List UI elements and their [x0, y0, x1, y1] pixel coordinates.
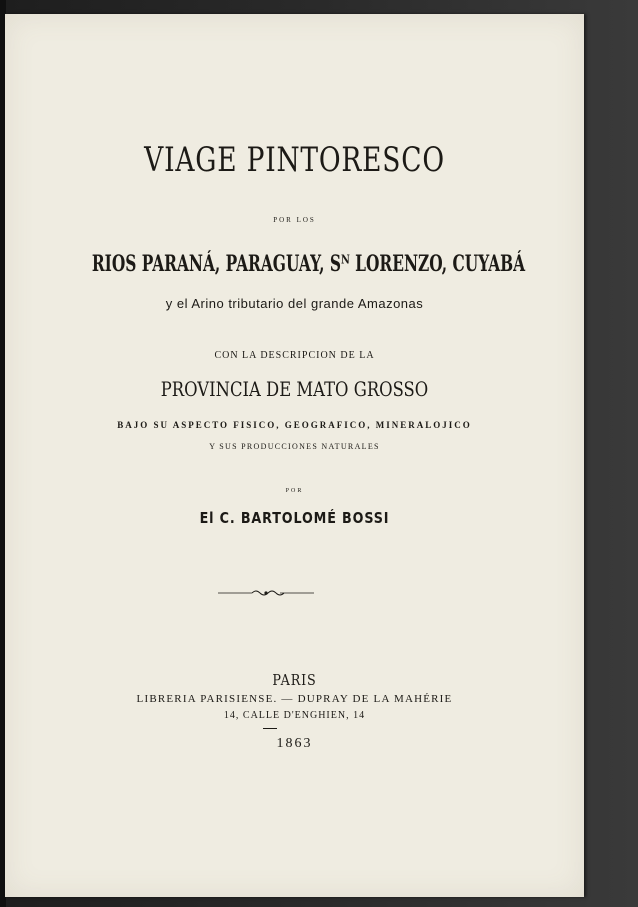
publication-city: PARIS [272, 671, 317, 689]
author-name: El C. BARTOLOMÉ BOSSI [199, 509, 390, 527]
aspect-line-1: BAJO SU ASPECTO FISICO, GEOGRAFICO, MINERALOJICO [117, 420, 472, 430]
por-los-text: POR LOS [273, 216, 316, 224]
ornament-divider [218, 587, 314, 599]
book-title: VIAGE PINTORESCO [144, 140, 445, 180]
rivers-heading: RIOS PARANÁ, PARAGUAY, Sᴺ LORENZO, CUYABÁ [91, 251, 526, 277]
publisher-line: LIBRERIA PARISIENSE. — DUPRAY DE LA MAHÉRIE [136, 693, 453, 705]
publisher-address: 14, CALLE D'ENGHIEN, 14 [223, 710, 366, 721]
publication-year: 1863 [276, 736, 313, 751]
por-text: POR [285, 488, 304, 494]
book-page [5, 14, 584, 897]
province-heading: PROVINCIA DE MATO GROSSO [160, 377, 429, 401]
con-la-text: CON LA DESCRIPCION DE LA [214, 350, 375, 361]
subtitle-text: y el Arino tributario del grande Amazonas [165, 296, 424, 311]
short-rule [263, 728, 277, 729]
aspect-line-2: Y SUS PRODUCCIONES NATURALES [209, 442, 380, 451]
